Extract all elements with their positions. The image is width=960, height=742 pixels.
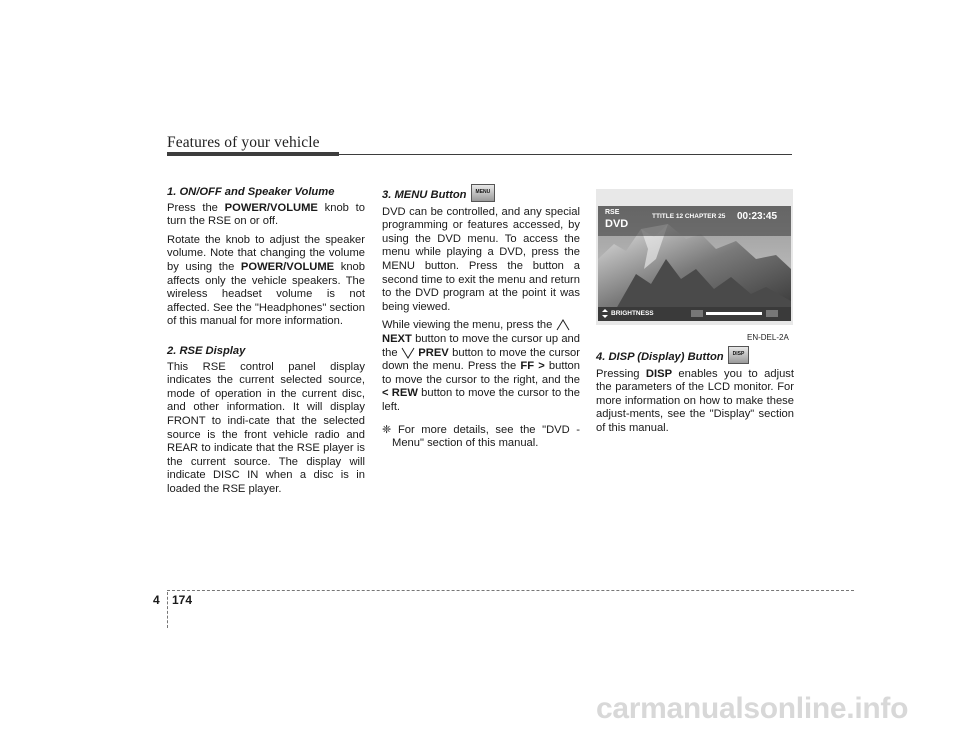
screen-title-chapter: TTITLE 12 CHAPTER 25 [652,213,726,220]
bold-term: DISP [645,367,673,380]
section-title-menu [382,186,580,204]
header-rule [339,154,792,155]
rse-screen-image [596,189,793,325]
bold-term: < REW [382,387,418,400]
text: knob to turn the RSE on or off. [167,201,365,228]
down-arrow-icon [401,347,415,359]
text: button to move the cursor down the menu. Press the [382,346,581,373]
text: button to move the cursor to the left. [382,387,580,413]
menu-button-icon: MENU [471,184,496,202]
section-title-onoff: 1. ON/OFF and Speaker Volume [167,186,335,198]
text: Press the [167,201,225,214]
page-number: 174 [172,593,193,607]
column-2 [382,186,580,456]
title-text: 3. MENU Button [382,188,467,201]
paragraph [167,234,365,329]
figure-caption: EN-DEL-2A [747,333,789,342]
text: button to move the cursor up and the [382,332,580,359]
footer-divider [167,592,168,628]
bold-term: NEXT [382,332,412,345]
note: ❈ For more details, see the "DVD - Menu" section of this manual. [382,423,580,450]
bold-term: POWER/VOLUME [240,260,335,273]
column-3 [596,348,794,441]
text: button to move the cursor to the right, and the [382,360,581,386]
screen-brightness-label: BRIGHTNESS [611,310,654,317]
title-text: 4. DISP (Display) Button [596,350,724,363]
paragraph [382,319,580,414]
bold-term: FF > [520,360,545,373]
screen-dvd-label: DVD [605,218,629,230]
paragraph [167,202,365,229]
text: Pressing [596,367,646,380]
paragraph [596,368,794,436]
paragraph: This RSE control panel display indicates the current selected source, mode of operation in the current disc, and other information. It will display FRONT to indi-cate that the selected source is the front vehicle radio and REAR to indicate that the RSE player is the current source. The display will indicate DISC IN when a disc is in loaded the RSE player. [167,360,365,495]
header-bar [167,152,339,156]
section-title-rse-display: 2. RSE Display [167,344,246,357]
page-header-title: Features of your vehicle [167,134,320,151]
screen-time: 00:23:45 [737,211,778,222]
text: While viewing the menu, press the [382,319,556,332]
bold-term: POWER/VOLUME [224,201,318,214]
footer-rule [167,590,854,591]
up-arrow-icon [556,319,570,331]
text: knob affects only the vehicle speakers. The wireless headset volume is not affected. See the "Headphones" section of this manual for more information. [167,260,365,328]
watermark: carmanualsonline.info [596,692,909,725]
disp-button-icon: DISP [728,346,750,364]
bold-term: PREV [418,346,449,359]
chapter-number: 4 [153,593,160,607]
section-title-disp [596,348,794,366]
rse-screen-figure [596,189,793,325]
text: Rotate the knob to adjust the speaker volume. Note that changing the volume by using the [167,233,365,273]
screen-rse-label: RSE [605,209,620,216]
text: enables you to adjust the parameters of the LCD monitor. For more information on how to make these adjust-ments, see the "Display" section of this manual. [596,367,795,434]
paragraph: DVD can be controlled, and any special programming or features accessed, by using the DVD menu. To access the menu while playing a DVD, press the MENU button. Press the button a second time to exit the menu and return to the DVD program at the point it was being viewed. [382,205,580,313]
column-1 [167,186,365,501]
